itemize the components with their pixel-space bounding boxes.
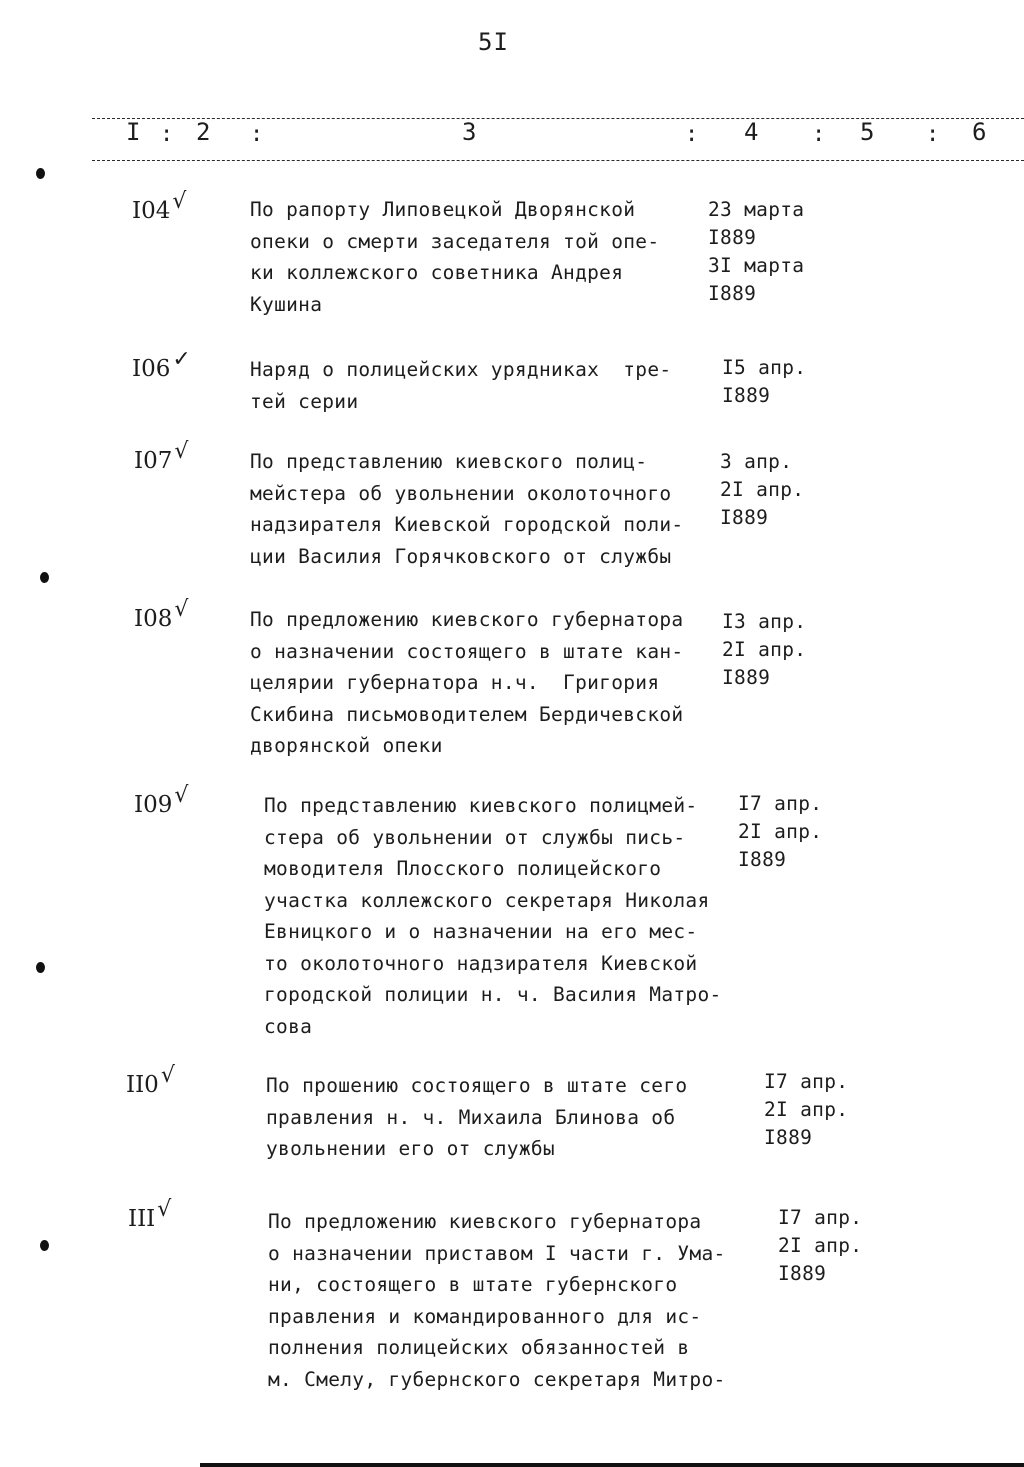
binder-hole	[40, 1240, 49, 1251]
header-top-rule	[92, 118, 1024, 119]
check-mark-icon: ✓	[172, 347, 191, 372]
entry-dates: I7 апр. 2I апр. I889	[764, 1070, 849, 1149]
entry-number: II0√	[126, 1063, 175, 1098]
check-mark-icon: √	[174, 439, 189, 464]
page-bottom-edge	[200, 1463, 1024, 1467]
entry-description: По рапорту Липовецкой Дворянской опеки о смерти заседателя той опе- ки коллежского советника Андрея Кушина	[250, 198, 660, 316]
entry-number: I04√	[132, 189, 187, 224]
entry-dates: I7 апр. 2I апр. I889	[778, 1206, 863, 1285]
entry-description: Наряд о полицейских урядниках тре- тей серии	[250, 358, 672, 413]
entry-description: По прошению состоящего в штате сего правления н. ч. Михаила Блинова об увольнении его от службы	[266, 1074, 688, 1160]
entry-number: I09√	[134, 783, 189, 818]
entry-dates: 3 апр. 2I апр. I889	[720, 450, 805, 529]
entry-dates: I7 апр. 2I апр. I889	[738, 792, 823, 871]
entry-description: По предложению киевского губернатора о назначении состоящего в штате кан- целярии губернатора н.ч. Григория Скибина письмоводителем Бердичевской дворянской опеки	[250, 608, 684, 757]
entry-dates: I3 апр. 2I апр. I889	[722, 610, 807, 689]
column-header-3: 3	[462, 118, 477, 146]
column-header-5: 5	[860, 118, 875, 146]
check-mark-icon: √	[174, 783, 189, 808]
column-separator: :	[250, 122, 264, 147]
check-mark-icon: √	[174, 597, 189, 622]
entry-number: I08√	[134, 597, 189, 632]
column-separator: :	[685, 122, 699, 147]
check-mark-icon: √	[157, 1197, 172, 1222]
entry-description: По представлению киевского полиц- мейстера об увольнении околоточного надзирателя Киевской городской поли- ции Василия Горячковского от службы	[250, 450, 684, 568]
binder-hole	[36, 962, 45, 973]
entry-number: III√	[128, 1197, 172, 1232]
column-separator: :	[812, 122, 826, 147]
entry-dates: I5 апр. I889	[722, 356, 807, 407]
binder-hole	[36, 168, 45, 179]
check-mark-icon: √	[172, 189, 187, 214]
entry-dates: 23 марта I889 3I марта I889	[708, 198, 805, 305]
page-number: 5I	[478, 28, 509, 56]
check-mark-icon: √	[160, 1063, 175, 1088]
entry-number: I07√	[134, 439, 189, 474]
column-separator: :	[160, 122, 174, 147]
column-header-6: 6	[972, 118, 987, 146]
entry-description: По предложению киевского губернатора о назначении приставом I части г. Ума- ни, состоящего в штате губернского правления и командированного для ис- полнения полицейских обязанностей в м. Смелу, губернского секретаря Митро-	[268, 1210, 726, 1391]
column-header-2: 2	[196, 118, 211, 146]
entry-description: По представлению киевского полицмей- стера об увольнении от службы пись- моводителя Плосского полицейского участка коллежского секретаря Николая Евницкого и о назначении на его мес- то околоточного надзирателя Киевской городской полиции н. ч. Василия Матро- сова	[264, 794, 722, 1038]
column-separator: :	[926, 122, 940, 147]
column-header-1: I	[126, 118, 141, 146]
entry-number: I06✓	[132, 347, 191, 382]
binder-hole	[40, 572, 49, 583]
header-bottom-rule	[92, 160, 1024, 161]
column-header-4: 4	[744, 118, 759, 146]
